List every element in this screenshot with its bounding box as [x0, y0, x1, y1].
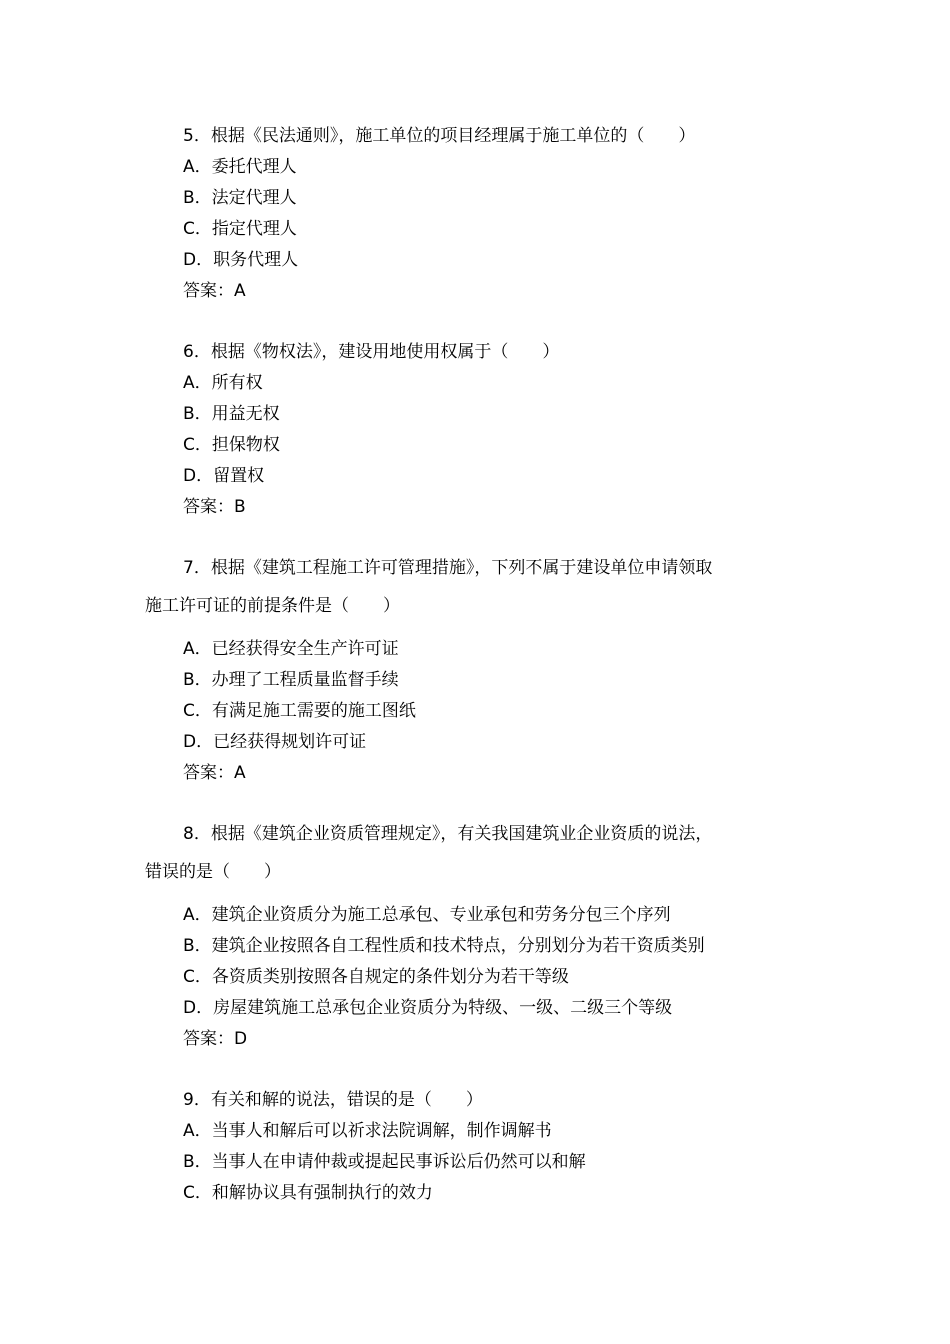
question-7-option-d: D．已经获得规划许可证	[183, 732, 367, 752]
question-8-answer: 答案：D	[183, 1029, 248, 1049]
question-7-option-b: B．办理了工程质量监督手续	[183, 670, 399, 690]
question-6-option-b: B．用益无权	[183, 404, 280, 424]
question-9-option-c: C．和解协议具有强制执行的效力	[183, 1183, 433, 1203]
question-5-option-b: B．法定代理人	[183, 188, 297, 208]
question-8-option-d: D．房屋建筑施工总承包企业资质分为特级、一级、二级三个等级	[183, 998, 673, 1018]
question-6-stem: 6．根据《物权法》，建设用地使用权属于（ ）	[183, 342, 560, 362]
question-5-option-a: A．委托代理人	[183, 157, 297, 177]
question-5-option-d: D．职务代理人	[183, 250, 299, 270]
question-7-option-a: A．已经获得安全生产许可证	[183, 639, 399, 659]
question-9-stem: 9．有关和解的说法，错误的是（ ）	[183, 1090, 483, 1110]
question-8-stem-continued: 错误的是（ ）	[145, 862, 281, 882]
question-6-answer: 答案：B	[183, 497, 246, 517]
question-8-option-a: A．建筑企业资质分为施工总承包、专业承包和劳务分包三个序列	[183, 905, 671, 925]
question-9-option-a: A．当事人和解后可以祈求法院调解，制作调解书	[183, 1121, 552, 1141]
question-8-stem: 8．根据《建筑企业资质管理规定》，有关我国建筑业企业资质的说法，	[183, 824, 713, 844]
question-8-option-b: B．建筑企业按照各自工程性质和技术特点，分别划分为若干资质类别	[183, 936, 705, 956]
question-5-answer: 答案：A	[183, 281, 246, 301]
question-9-option-b: B．当事人在申请仲裁或提起民事诉讼后仍然可以和解	[183, 1152, 586, 1172]
question-8-option-c: C．各资质类别按照各自规定的条件划分为若干等级	[183, 967, 569, 987]
question-7-option-c: C．有满足施工需要的施工图纸	[183, 701, 416, 721]
question-6-option-d: D．留置权	[183, 466, 265, 486]
question-5-option-c: C．指定代理人	[183, 219, 297, 239]
question-7-answer: 答案：A	[183, 763, 246, 783]
question-7-stem: 7．根据《建筑工程施工许可管理措施》，下列不属于建设单位申请领取	[183, 558, 713, 578]
question-6-option-c: C．担保物权	[183, 435, 280, 455]
question-6-option-a: A．所有权	[183, 373, 263, 393]
question-5-stem: 5．根据《民法通则》，施工单位的项目经理属于施工单位的（ ）	[183, 126, 696, 146]
question-7-stem-continued: 施工许可证的前提条件是（ ）	[145, 596, 400, 616]
